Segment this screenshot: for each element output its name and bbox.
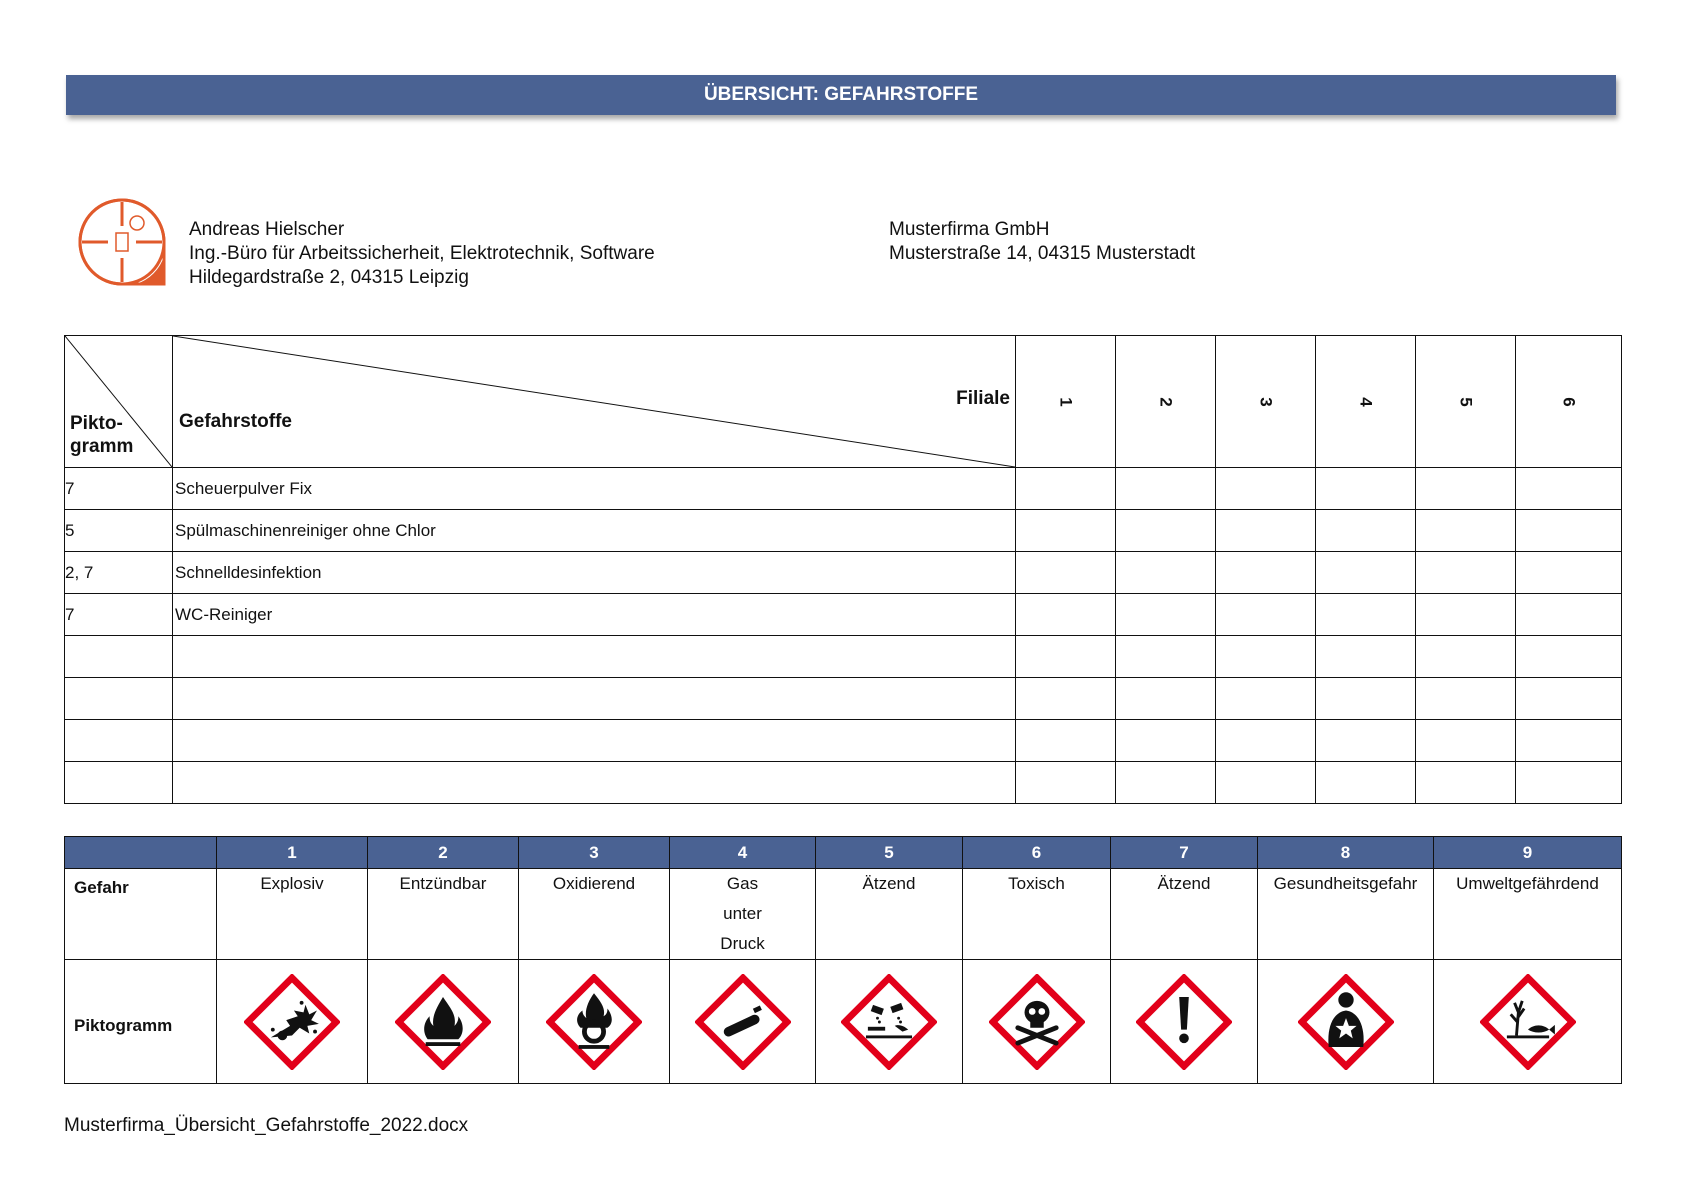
legend-num: 8	[1258, 837, 1434, 869]
sender-street: Hildegardstraße 2, 04315 Leipzig	[189, 267, 469, 288]
row-filiale-cell	[1516, 720, 1622, 762]
row-stoff	[173, 636, 1016, 678]
row-filiale-cell	[1116, 510, 1216, 552]
row-filiale-cell	[1016, 636, 1116, 678]
row-filiale-cell	[1216, 762, 1316, 804]
table-row	[65, 510, 1622, 552]
row-filiale-cell	[1116, 720, 1216, 762]
table-row	[65, 552, 1622, 594]
environment-icon	[1480, 974, 1576, 1070]
legend-gefahr: Explosiv	[217, 869, 368, 960]
row-filiale-cell	[1216, 678, 1316, 720]
health-hazard-icon	[1298, 974, 1394, 1070]
legend-corner	[65, 837, 217, 869]
table-row	[65, 678, 1622, 720]
legend-gefahr: Oxidierend	[519, 869, 670, 960]
sender-name: Andreas Hielscher	[189, 219, 345, 240]
header-gefahrstoffe-label: Gefahrstoffe	[179, 411, 292, 432]
header-filiale-2: 2	[1116, 336, 1216, 468]
hazardous-substances-table	[64, 335, 1622, 804]
flame-icon	[395, 974, 491, 1070]
header-filiale-4: 4	[1316, 336, 1416, 468]
header-gefahrstoffe	[173, 336, 1016, 468]
row-filiale-cell	[1016, 762, 1116, 804]
recipient-address	[889, 218, 1195, 266]
row-filiale-cell	[1416, 762, 1516, 804]
row-filiale-cell	[1516, 510, 1622, 552]
row-filiale-cell	[1016, 468, 1116, 510]
row-filiale-cell	[1216, 510, 1316, 552]
row-filiale-cell	[1416, 636, 1516, 678]
row-filiale-cell	[1316, 552, 1416, 594]
row-stoff: WC-Reiniger	[173, 594, 1016, 636]
legend-gefahr: Ätzend	[816, 869, 963, 960]
table-row	[65, 762, 1622, 804]
exclamation-mark-icon	[1136, 974, 1232, 1070]
row-filiale-cell	[1216, 552, 1316, 594]
row-pikto	[65, 762, 173, 804]
row-filiale-cell	[1116, 762, 1216, 804]
explosive-icon	[244, 974, 340, 1070]
row-filiale-cell	[1416, 594, 1516, 636]
legend-num: 3	[519, 837, 670, 869]
row-pikto: 7	[65, 594, 173, 636]
row-stoff: Scheuerpulver Fix	[173, 468, 1016, 510]
table-row	[65, 720, 1622, 762]
legend-num: 9	[1434, 837, 1622, 869]
legend-gefahr: Gas unter Druck	[670, 869, 816, 960]
legend-pictogram-cell	[217, 960, 368, 1084]
row-filiale-cell	[1316, 762, 1416, 804]
ghs-pictogram-legend	[64, 836, 1622, 1084]
legend-num: 4	[670, 837, 816, 869]
legend-pictogram-cell	[670, 960, 816, 1084]
gas-cylinder-icon	[695, 974, 791, 1070]
row-filiale-cell	[1116, 552, 1216, 594]
row-filiale-cell	[1416, 678, 1516, 720]
row-filiale-cell	[1416, 720, 1516, 762]
row-filiale-cell	[1416, 552, 1516, 594]
legend-gefahr-label: Gefahr	[65, 869, 217, 960]
flame-over-circle-icon	[546, 974, 642, 1070]
row-filiale-cell	[1016, 678, 1116, 720]
company-logo-icon	[76, 196, 168, 288]
legend-gefahr-row	[65, 869, 1622, 960]
row-pikto: 7	[65, 468, 173, 510]
page-title: ÜBERSICHT: GEFAHRSTOFFE	[66, 75, 1616, 115]
header-piktogramm-label: Pikto- gramm	[70, 413, 134, 457]
row-stoff	[173, 762, 1016, 804]
legend-gefahr: Toxisch	[963, 869, 1111, 960]
legend-pictogram-cell	[1434, 960, 1622, 1084]
row-filiale-cell	[1316, 636, 1416, 678]
header-filiale-1: 1	[1016, 336, 1116, 468]
legend-pictogram-cell	[519, 960, 670, 1084]
recipient-company: Musterfirma GmbH	[889, 219, 1050, 240]
row-filiale-cell	[1416, 468, 1516, 510]
sender-company: Ing.-Büro für Arbeitssicherheit, Elektrotechnik, Software	[189, 243, 655, 264]
row-filiale-cell	[1116, 468, 1216, 510]
header-filiale-label: Filiale	[956, 388, 1010, 409]
row-filiale-cell	[1016, 510, 1116, 552]
row-filiale-cell	[1016, 552, 1116, 594]
row-stoff: Spülmaschinenreiniger ohne Chlor	[173, 510, 1016, 552]
corrosion-icon	[841, 974, 937, 1070]
table-row	[65, 636, 1622, 678]
row-pikto	[65, 720, 173, 762]
diagonal-divider	[173, 336, 1015, 467]
legend-gefahr: Umweltgefährdend	[1434, 869, 1622, 960]
legend-pictogram-cell	[1258, 960, 1434, 1084]
row-filiale-cell	[1116, 636, 1216, 678]
row-filiale-cell	[1316, 678, 1416, 720]
legend-pictogram-cell	[963, 960, 1111, 1084]
legend-number-row	[65, 837, 1622, 869]
row-filiale-cell	[1316, 594, 1416, 636]
row-filiale-cell	[1116, 678, 1216, 720]
row-pikto: 2, 7	[65, 552, 173, 594]
row-pikto: 5	[65, 510, 173, 552]
table-header-row	[65, 336, 1622, 468]
row-stoff: Schnelldesinfektion	[173, 552, 1016, 594]
legend-gefahr: Entzündbar	[368, 869, 519, 960]
sender-address	[189, 218, 655, 290]
row-filiale-cell	[1216, 720, 1316, 762]
table-row	[65, 594, 1622, 636]
row-filiale-cell	[1116, 594, 1216, 636]
row-stoff	[173, 720, 1016, 762]
legend-pictogram-cell	[1111, 960, 1258, 1084]
legend-num: 6	[963, 837, 1111, 869]
row-filiale-cell	[1316, 510, 1416, 552]
legend-piktogramm-label: Piktogramm	[65, 960, 217, 1084]
row-filiale-cell	[1216, 594, 1316, 636]
document-filename: Musterfirma_Übersicht_Gefahrstoffe_2022.docx	[64, 1115, 469, 1136]
header-filiale-5: 5	[1416, 336, 1516, 468]
legend-pictogram-cell	[368, 960, 519, 1084]
row-stoff	[173, 678, 1016, 720]
skull-crossbones-icon	[989, 974, 1085, 1070]
row-filiale-cell	[1516, 678, 1622, 720]
legend-num: 1	[217, 837, 368, 869]
row-filiale-cell	[1216, 468, 1316, 510]
legend-num: 2	[368, 837, 519, 869]
row-filiale-cell	[1516, 762, 1622, 804]
row-filiale-cell	[1316, 468, 1416, 510]
legend-num: 7	[1111, 837, 1258, 869]
row-filiale-cell	[1516, 636, 1622, 678]
row-pikto	[65, 636, 173, 678]
row-filiale-cell	[1316, 720, 1416, 762]
header-filiale-3: 3	[1216, 336, 1316, 468]
row-filiale-cell	[1516, 468, 1622, 510]
header-filiale-6: 6	[1516, 336, 1622, 468]
legend-gefahr: Gesundheitsgefahr	[1258, 869, 1434, 960]
header-piktogramm	[65, 336, 173, 468]
row-filiale-cell	[1216, 636, 1316, 678]
legend-pictogram-cell	[816, 960, 963, 1084]
legend-num: 5	[816, 837, 963, 869]
row-filiale-cell	[1516, 552, 1622, 594]
row-filiale-cell	[1516, 594, 1622, 636]
row-pikto	[65, 678, 173, 720]
row-filiale-cell	[1016, 720, 1116, 762]
recipient-street: Musterstraße 14, 04315 Musterstadt	[889, 243, 1196, 264]
table-row	[65, 468, 1622, 510]
row-filiale-cell	[1416, 510, 1516, 552]
legend-gefahr: Ätzend	[1111, 869, 1258, 960]
row-filiale-cell	[1016, 594, 1116, 636]
legend-pictogram-row	[65, 960, 1622, 1084]
